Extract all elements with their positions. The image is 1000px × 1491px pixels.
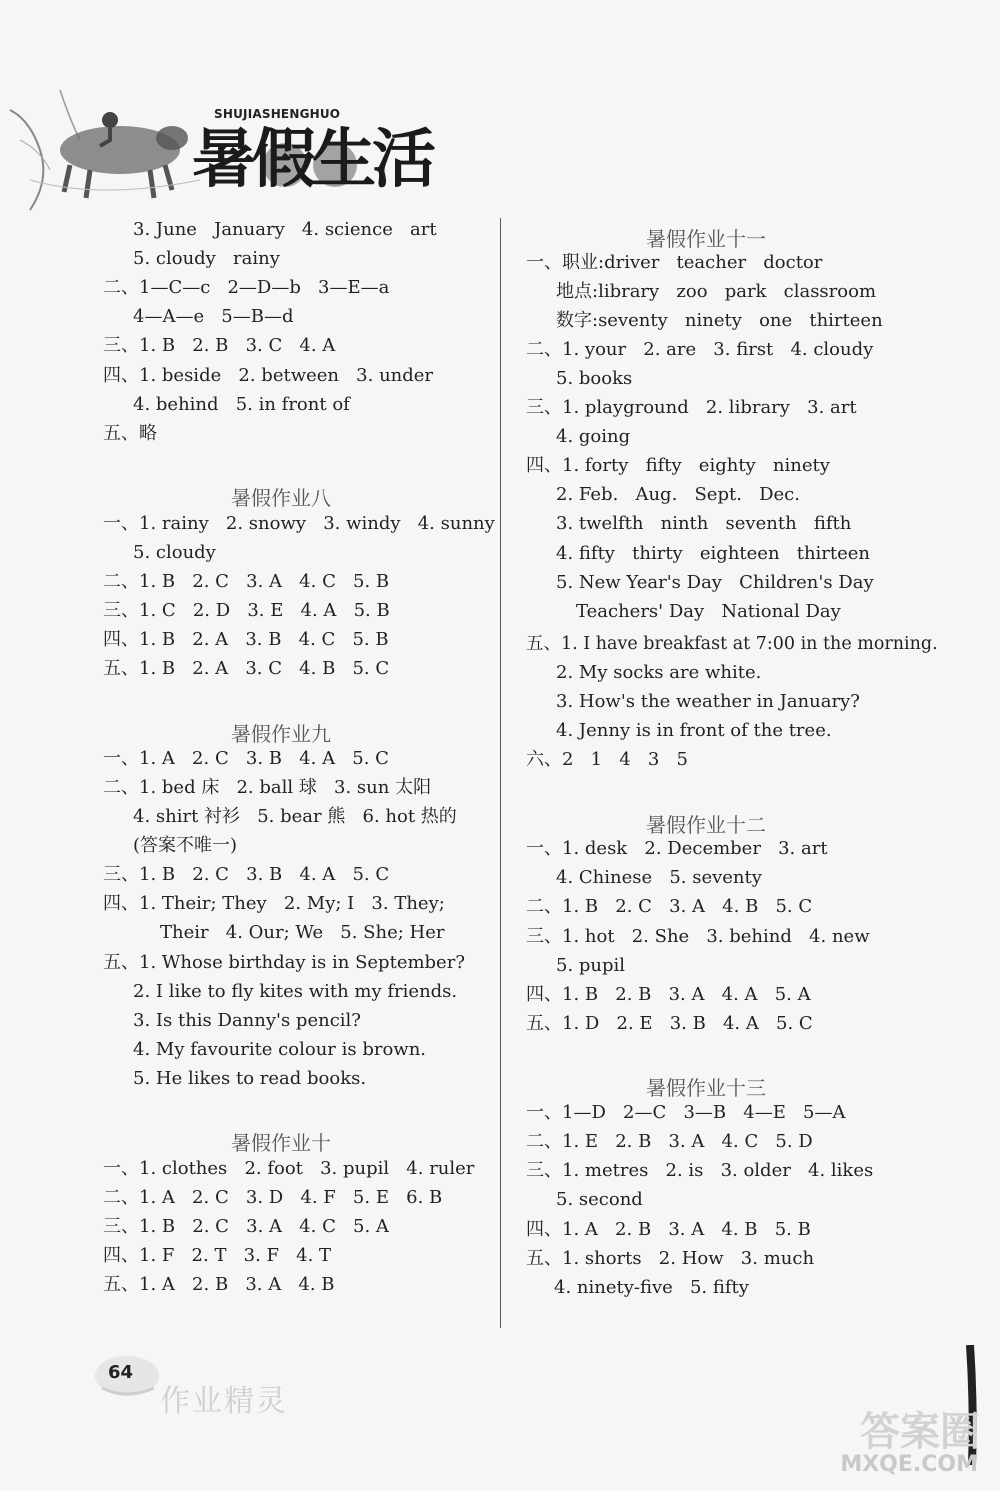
answer-line: 4. fifty thirty eighteen thirteen: [556, 543, 871, 564]
answer-line: 4. Jenny is in front of the tree.: [556, 720, 832, 741]
answer-line: 3. How's the weather in January?: [556, 691, 860, 712]
answer-line: 3. twelfth ninth seventh fifth: [556, 513, 852, 534]
answer-line: 一、1. clothes 2. foot 3. pupil 4. ruler: [103, 1158, 475, 1179]
answer-line: 三、1. B 2. B 3. C 4. A: [103, 335, 336, 356]
section-title: 暑假作业十三: [646, 1076, 766, 1100]
column-divider: [500, 218, 501, 1328]
answer-line: 二、1—C—c 2—D—b 3—E—a: [103, 277, 390, 298]
answer-line: 5. second: [556, 1189, 643, 1210]
footer-brand-label: 作业精灵: [160, 1384, 288, 1419]
answer-line: 5. New Year's Day Children's Day: [556, 572, 874, 593]
answer-line: 四、1. A 2. B 3. A 4. B 5. B: [526, 1219, 811, 1240]
section-title: 暑假作业十: [231, 1131, 331, 1155]
answer-line: Their 4. Our; We 5. She; Her: [160, 922, 445, 943]
section-title: 暑假作业八: [231, 486, 331, 510]
answer-line: 3. Is this Danny's pencil?: [133, 1010, 361, 1031]
answer-line: 二、1. B 2. C 3. A 4. C 5. B: [103, 571, 390, 592]
answer-line: 5. pupil: [556, 955, 626, 976]
answer-line: 3. June January 4. science art: [133, 219, 437, 240]
answer-line: 六、2 1 4 3 5: [526, 749, 688, 770]
answer-line: 五、1. I have breakfast at 7:00 in the morning.: [526, 634, 938, 654]
answer-line: 2. My socks are white.: [556, 662, 762, 683]
answer-line: 二、1. B 2. C 3. A 4. B 5. C: [526, 896, 813, 917]
answer-line: 四、1. forty fifty eighty ninety: [526, 455, 830, 476]
answer-line: 地点:library zoo park classroom: [556, 281, 877, 302]
answer-line: 三、1. C 2. D 3. E 4. A 5. B: [103, 600, 390, 621]
answer-line: 五、1. A 2. B 3. A 4. B: [103, 1274, 335, 1295]
answer-line: 四、1. F 2. T 3. F 4. T: [103, 1245, 332, 1266]
answer-line: 五、1. Whose birthday is in September?: [103, 952, 465, 973]
watermark-logo: 答案圈: [860, 1409, 980, 1455]
answer-line: 四、1. Their; They 2. My; I 3. They;: [103, 893, 445, 914]
answer-line: 5. cloudy rainy: [133, 248, 280, 269]
answer-line: 二、1. bed 床 2. ball 球 3. sun 太阳: [103, 777, 432, 798]
answer-line: 5. books: [556, 368, 633, 389]
watermark-url: MXQE.COM: [840, 1452, 978, 1477]
answer-line: 三、1. playground 2. library 3. art: [526, 397, 857, 418]
answer-line: 一、1. desk 2. December 3. art: [526, 838, 828, 859]
answer-line: 二、1. E 2. B 3. A 4. C 5. D: [526, 1131, 813, 1152]
answer-line: 4. Chinese 5. seventy: [556, 867, 762, 888]
answer-line: 五、1. D 2. E 3. B 4. A 5. C: [526, 1013, 813, 1034]
answer-line: 三、1. B 2. C 3. A 4. C 5. A: [103, 1216, 389, 1237]
page-number: 64: [108, 1362, 134, 1383]
answer-line: (答案不唯一): [133, 835, 238, 856]
answer-line: 4. behind 5. in front of: [133, 394, 350, 415]
answer-line: 四、1. B 2. B 3. A 4. A 5. A: [526, 984, 811, 1005]
section-title: 暑假作业十二: [646, 813, 766, 837]
answer-line: 一、1. rainy 2. snowy 3. windy 4. sunny: [103, 513, 495, 534]
answer-line: 4. shirt 衬衫 5. bear 熊 6. hot 热的: [133, 806, 457, 827]
answer-line: 一、职业:driver teacher doctor: [526, 252, 823, 273]
answer-line: 5. He likes to read books.: [133, 1068, 367, 1089]
answer-line: 4. going: [556, 426, 631, 447]
answer-line: 五、1. B 2. A 3. C 4. B 5. C: [103, 658, 390, 679]
book-title-pinyin: SHUJIASHENGHUO: [214, 107, 341, 121]
answer-line: 四、1. B 2. A 3. B 4. C 5. B: [103, 629, 389, 650]
answer-line: 四、1. beside 2. between 3. under: [103, 365, 434, 386]
answer-line: 二、1. your 2. are 3. first 4. cloudy: [526, 339, 874, 360]
answer-line: 一、1—D 2—C 3—B 4—E 5—A: [526, 1102, 846, 1123]
answer-line: 五、略: [103, 423, 157, 444]
section-title: 暑假作业九: [231, 722, 331, 746]
answer-line: 三、1. hot 2. She 3. behind 4. new: [526, 926, 870, 947]
answer-line: 2. I like to fly kites with my friends.: [133, 981, 458, 1002]
section-title: 暑假作业十一: [646, 227, 766, 251]
answer-line: 4. My favourite colour is brown.: [133, 1039, 427, 1060]
answer-line: 2. Feb. Aug. Sept. Dec.: [556, 484, 800, 505]
answer-line: 五、1. shorts 2. How 3. much: [526, 1248, 815, 1269]
answer-line: Teachers' Day National Day: [576, 601, 841, 622]
answer-line: 数字:seventy ninety one thirteen: [556, 310, 883, 331]
answer-line: 5. cloudy: [133, 542, 216, 563]
book-title: 暑假生活: [192, 122, 432, 197]
answer-line: 三、1. metres 2. is 3. older 4. likes: [526, 1160, 874, 1181]
answer-line: 一、1. A 2. C 3. B 4. A 5. C: [103, 748, 389, 769]
answer-line: 二、1. A 2. C 3. D 4. F 5. E 6. B: [103, 1187, 443, 1208]
answer-line: 三、1. B 2. C 3. B 4. A 5. C: [103, 864, 390, 885]
answer-line: 4. ninety-five 5. fifty: [554, 1277, 749, 1298]
answer-line: 4—A—e 5—B—d: [133, 306, 294, 327]
